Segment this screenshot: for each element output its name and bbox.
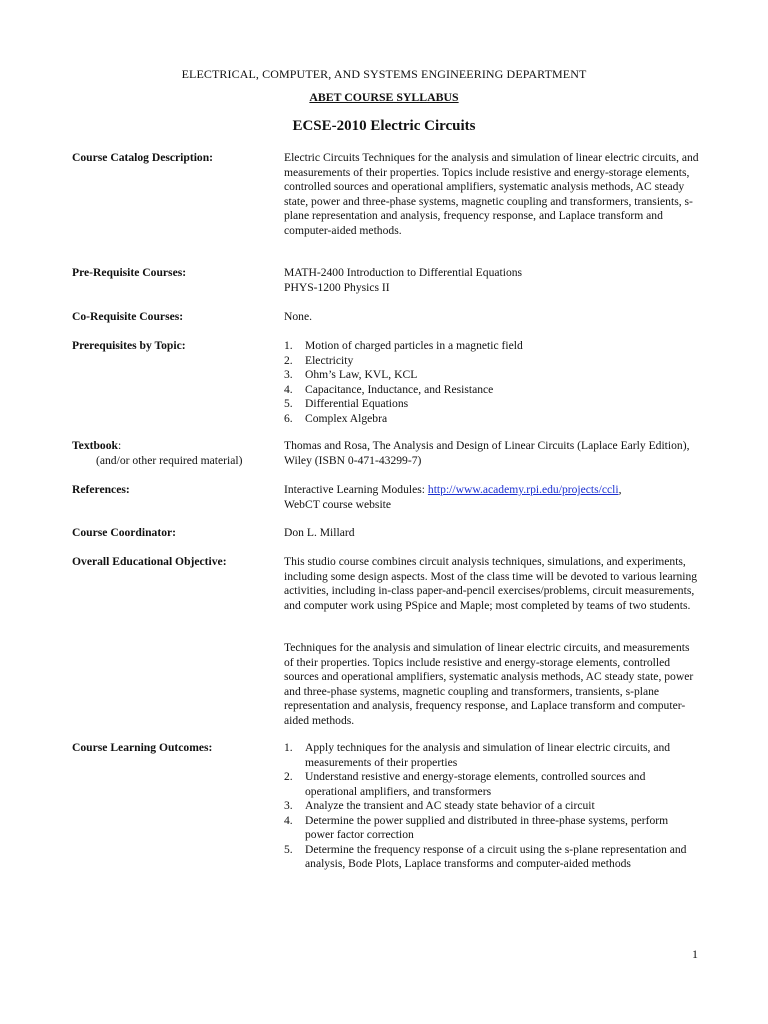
references-value: Interactive Learning Modules: http://www.academy.rpi.edu/projects/ccli, WebCT course website bbox=[284, 483, 622, 511]
prereq-topics-list bbox=[284, 339, 700, 426]
catalog-description: Electric Circuits Techniques for the analysis and simulation of linear electric circuits, and measurements of their properties. Topics include resistive and energy-storage elements, controlled sources and operational amplifiers, systematic analysis methods, AC steady state, power and three-phase systems, magnetic coupling and transformers, transients, s-plane representation and analysis, frequency response, and Laplace transform and computer-aided methods. bbox=[284, 151, 699, 237]
course-title: ECSE-2010 Electric Circuits bbox=[292, 118, 476, 134]
list-item: 4. Determine the power supplied and distributed in three-phase systems, perform power factor correction bbox=[284, 813, 669, 841]
objective-paragraph-2: Techniques for the analysis and simulation of linear electric circuits, and measurements of their properties. Topics include resistive and energy-storage elements, controlled sources and operational amplifiers, systematic analysis methods, AC steady state, power and three-phase systems, magnetic coupling and transformers, transients, s-plane representation and analysis, frequency response, and Laplace transform and computer-aided methods. bbox=[284, 641, 694, 727]
outcomes-list bbox=[284, 741, 700, 872]
syllabus-subtitle: ABET COURSE SYLLABUS bbox=[309, 90, 459, 104]
textbook-sublabel: (and/or other required material) bbox=[96, 454, 243, 467]
list-item: 5. Differential Equations bbox=[284, 397, 409, 410]
department-heading: ELECTRICAL, COMPUTER, AND SYSTEMS ENGINEERING DEPARTMENT bbox=[181, 67, 587, 81]
catalog-label: Course Catalog Description: bbox=[72, 151, 214, 164]
coordinator-value: Don L. Millard bbox=[284, 526, 355, 539]
textbook-value: Thomas and Rosa, The Analysis and Design of Linear Circuits (Laplace Early Edition), Wiley (ISBN 0-471-43299-7) bbox=[284, 439, 690, 467]
list-item: 5. Determine the frequency response of a circuit using the s-plane representation and analysis, Bode Plots, Laplace transforms and computer-aided methods bbox=[284, 842, 687, 870]
list-item: 1. Motion of charged particles in a magnetic field bbox=[284, 339, 523, 352]
coordinator-label: Course Coordinator: bbox=[72, 526, 177, 539]
outcomes-label: Course Learning Outcomes: bbox=[72, 741, 213, 754]
prereq-course-line: PHYS-1200 Physics II bbox=[284, 280, 390, 294]
list-item: 3. Ohm’s Law, KVL, KCL bbox=[284, 368, 418, 381]
list-item: 4. Capacitance, Inductance, and Resistance bbox=[284, 382, 494, 396]
list-item: 6. Complex Algebra bbox=[284, 411, 388, 425]
objective-label: Overall Educational Objective: bbox=[72, 555, 227, 568]
list-item: 1. Apply techniques for the analysis and simulation of linear electric circuits, and measurements of their properties bbox=[284, 741, 671, 769]
textbook-label: Textbook: bbox=[72, 439, 122, 452]
coreq-label: Co-Requisite Courses: bbox=[72, 310, 184, 323]
list-item: 3. Analyze the transient and AC steady state behavior of a circuit bbox=[284, 799, 595, 812]
page-number: 1 bbox=[692, 947, 698, 961]
academy-link[interactable]: http://www.academy.rpi.edu/projects/ccli bbox=[427, 483, 619, 496]
list-item: 2. Electricity bbox=[284, 353, 354, 367]
prereq-courses bbox=[284, 266, 700, 295]
references-label: References: bbox=[72, 483, 130, 496]
objective-paragraph-1: This studio course combines circuit analysis techniques, simulations, and experiments, including some design aspects. Most of the class time will be devoted to various learning activities, including in-class paper-and-pencil exercises/problems, circuit measurements, and computer work using PSpice and Maple; most completed by teams of two students. bbox=[284, 555, 698, 612]
coreq-value: None. bbox=[284, 310, 313, 323]
prereq-course-line: MATH-2400 Introduction to Differential Equations bbox=[284, 266, 523, 279]
prereq-topics-label: Prerequisites by Topic: bbox=[72, 339, 186, 352]
list-item: 2. Understand resistive and energy-storage elements, controlled sources and operational amplifiers, and transformers bbox=[284, 770, 646, 798]
prereq-courses-label: Pre-Requisite Courses: bbox=[72, 266, 187, 279]
